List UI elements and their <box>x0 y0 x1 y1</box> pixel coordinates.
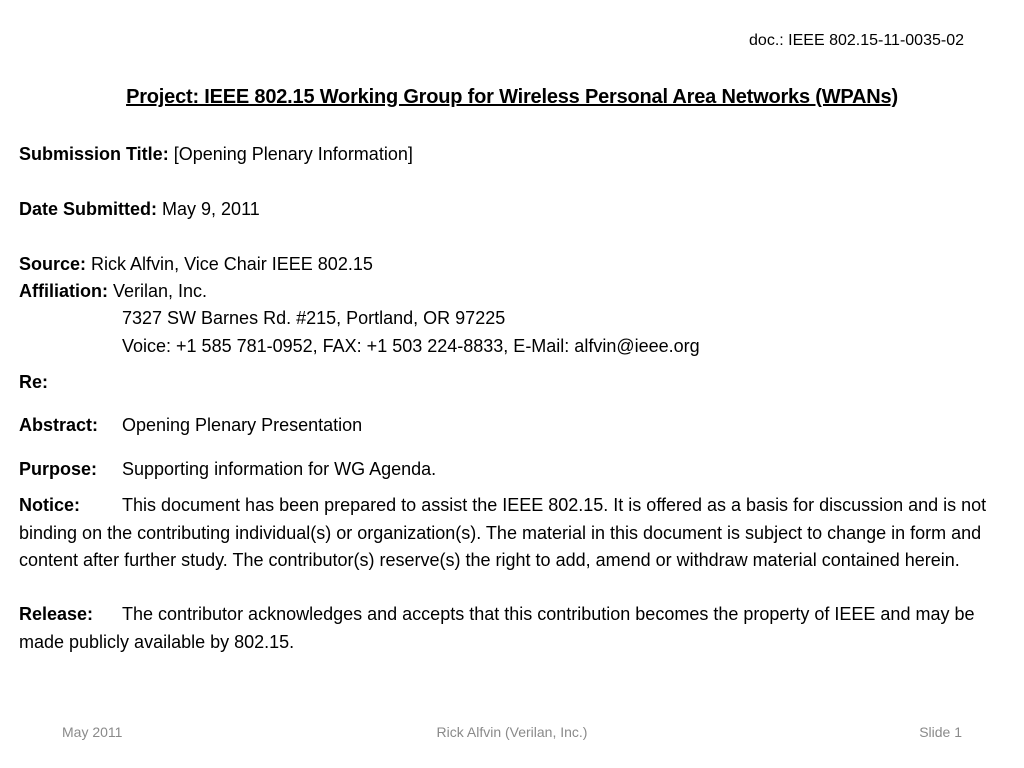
submission-title-label: Submission Title: <box>19 144 169 164</box>
abstract-value: Opening Plenary Presentation <box>122 415 363 435</box>
footer-author: Rick Alfvin (Verilan, Inc.) <box>436 724 588 740</box>
date-submitted-label: Date Submitted: <box>19 199 158 219</box>
re-label: Re: <box>19 372 49 392</box>
date-submitted-field <box>19 198 260 220</box>
release-paragraph <box>19 601 1009 656</box>
abstract-field <box>19 414 362 436</box>
release-value: The contributor acknowledges and accepts that this contribution becomes the property of IEEE and may be made publicly available by 802.15. <box>19 604 975 652</box>
submission-title-field <box>19 143 413 165</box>
contact-line: Voice: +1 585 781-0952, FAX: +1 503 224-8833, E-Mail: alfvin@ieee.org <box>122 336 700 356</box>
document-id: doc.: IEEE 802.15-11-0035-02 <box>749 32 964 49</box>
submission-title-value: [Opening Plenary Information] <box>173 144 413 164</box>
purpose-label: Purpose: <box>19 459 98 479</box>
notice-paragraph <box>19 492 1009 575</box>
purpose-field <box>19 458 436 480</box>
notice-value: This document has been prepared to assist the IEEE 802.15. It is offered as a basis for discussion and is not binding on the contributing individual(s) or organization(s). The material in this document is subject to change in form and content after further study. The contributor(s) reserve(s) the right to add, amend or withdraw material contained herein. <box>19 495 987 570</box>
purpose-value: Supporting information for WG Agenda. <box>122 459 437 479</box>
affiliation-value: Verilan, Inc. <box>113 281 208 301</box>
notice-label: Notice: <box>19 495 81 515</box>
date-submitted-value: May 9, 2011 <box>162 199 260 219</box>
affiliation-label: Affiliation: <box>19 281 108 301</box>
project-title: Project: IEEE 802.15 Working Group for Wireless Personal Area Networks (WPANs) <box>126 86 898 108</box>
abstract-label: Abstract: <box>19 415 99 435</box>
footer-slide-number: Slide 1 <box>919 724 962 740</box>
re-field <box>19 371 48 393</box>
source-field <box>19 253 373 275</box>
affiliation-field <box>19 280 207 302</box>
source-label: Source: <box>19 254 87 274</box>
source-value: Rick Alfvin, Vice Chair IEEE 802.15 <box>91 254 373 274</box>
footer-date: May 2011 <box>62 724 123 740</box>
release-label: Release: <box>19 604 94 624</box>
address-line: 7327 SW Barnes Rd. #215, Portland, OR 97225 <box>122 308 506 328</box>
